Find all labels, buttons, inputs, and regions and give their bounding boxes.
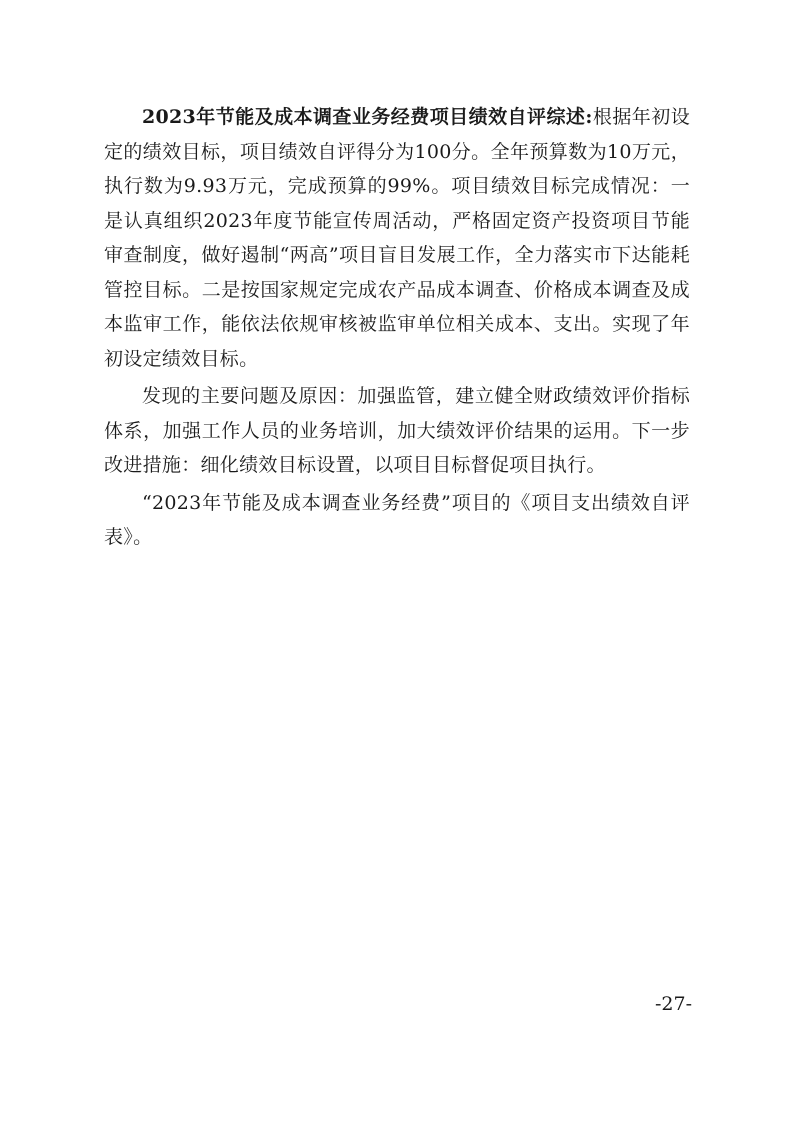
document-body (104, 100, 690, 555)
summary-paragraph (104, 100, 690, 376)
summary-text: 根据年初设定的绩效目标，项目绩效自评得分为100分。全年预算数为10万元，执行数为9.93万元，完成预算的99%。项目绩效目标完成情况：一是认真组织2023年度节能宣传周活动，严格固定资产投资项目节能审查制度，做好遏制“两高”项目盲目发展工作，全力落实市下达能耗管控目标。二是按国家规定完成农产品成本调查、价格成本调查及成本监审工作，能依法依规审核被监审单位相关成本、支出。实现了年初设定绩效目标。 (104, 106, 690, 370)
attachment-paragraph: “2023年节能及成本调查业务经费”项目的《项目支出绩效自评表》。 (104, 491, 690, 548)
page-number: -27- (655, 993, 693, 1015)
summary-lead: 2023年节能及成本调查业务经费项目绩效自评综述: (142, 106, 593, 128)
issues-paragraph: 发现的主要问题及原因：加强监管，建立健全财政绩效评价指标体系，加强工作人员的业务培训，加大绩效评价结果的运用。下一步改进措施：细化绩效目标设置，以项目目标督促项目执行。 (104, 385, 690, 476)
